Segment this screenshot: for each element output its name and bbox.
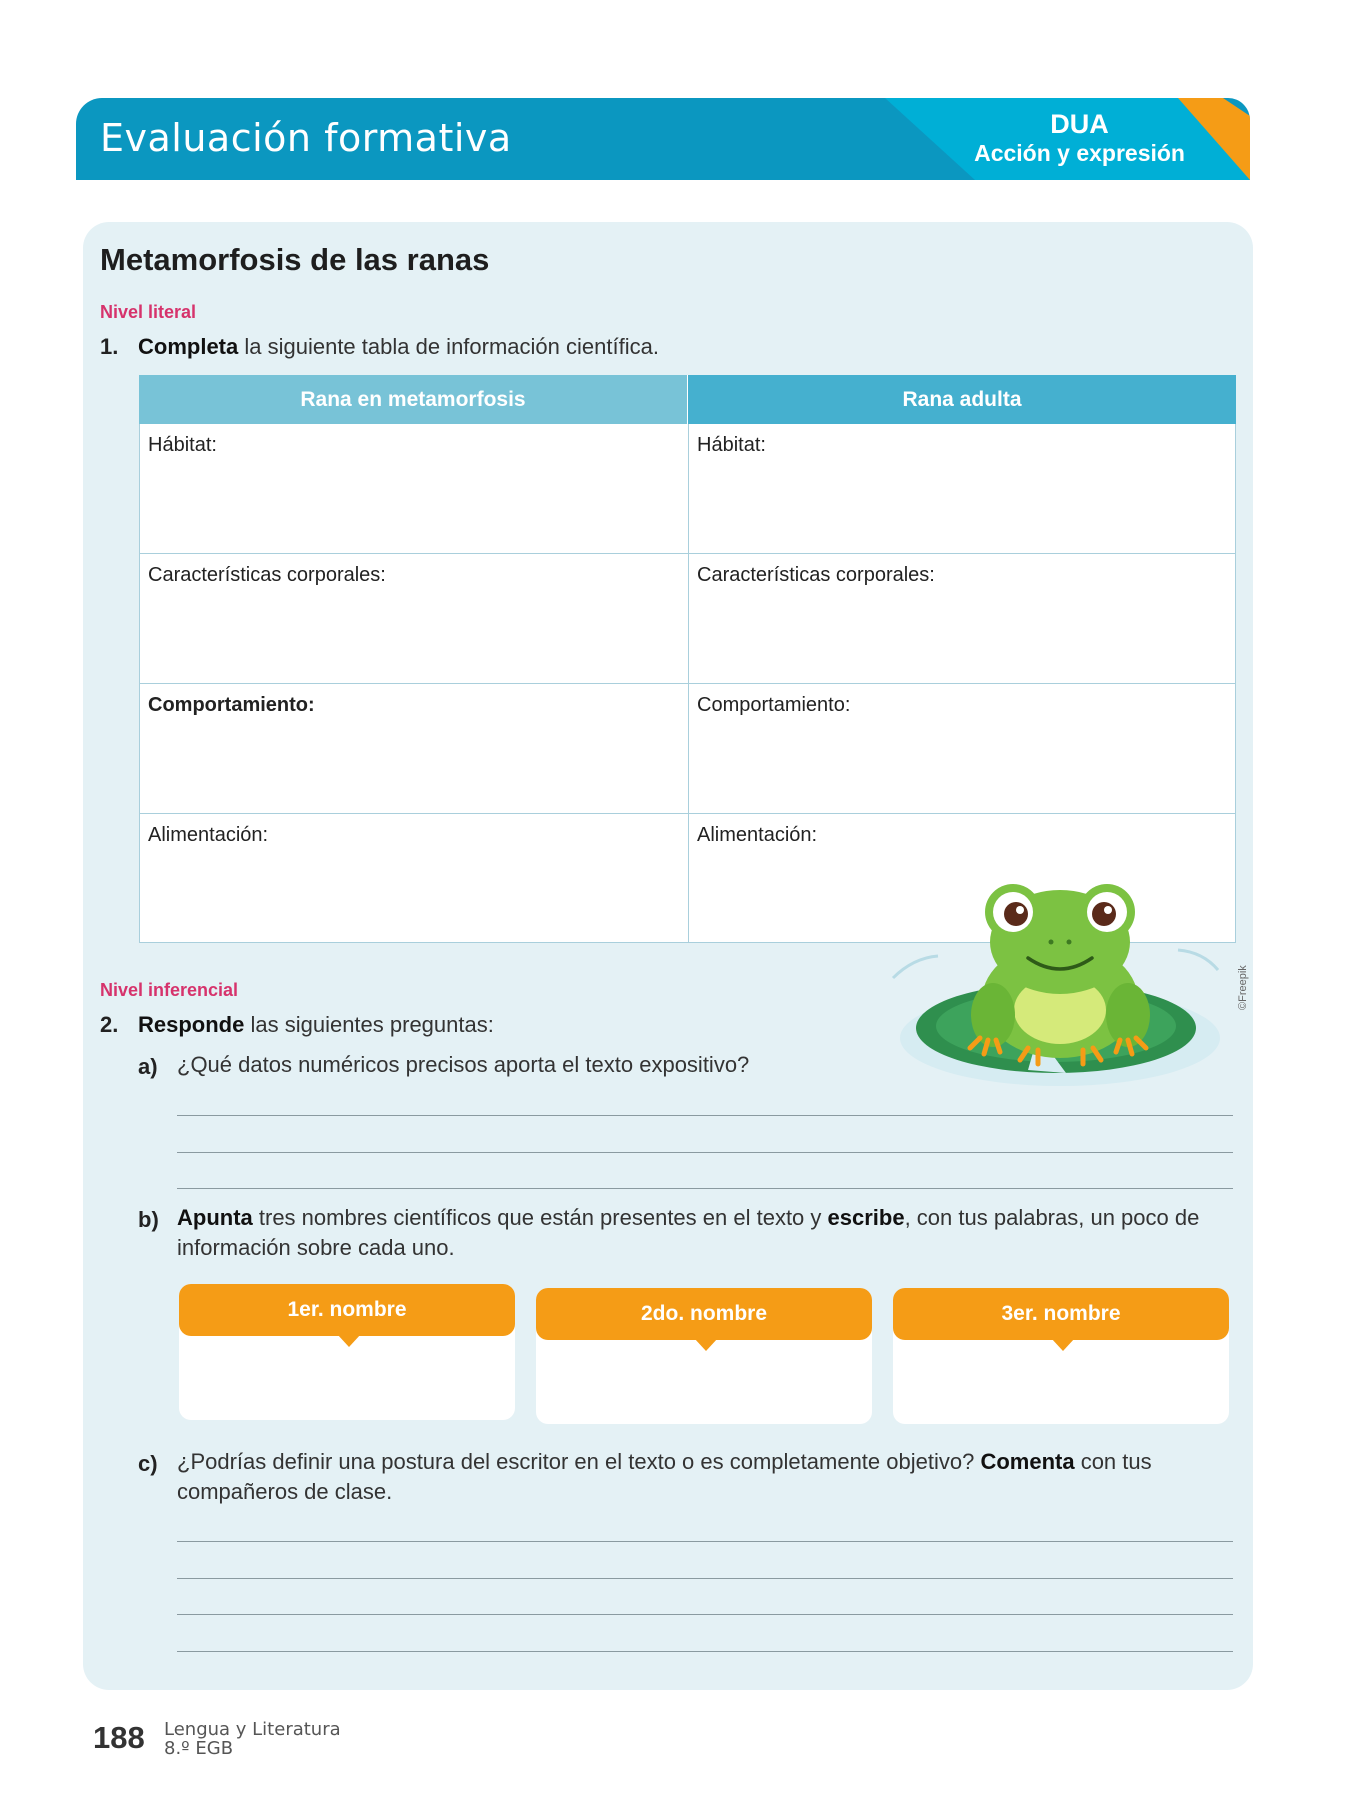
- level-inferential-label: Nivel inferencial: [100, 980, 239, 1000]
- cell-adult-body[interactable]: Características corporales:: [688, 554, 1236, 684]
- info-table: [139, 375, 1236, 943]
- subquestion-a-text: ¿Qué datos numéricos precisos aporta el texto expositivo?: [177, 1052, 750, 1077]
- grade-level: 8.º EGB: [164, 1738, 234, 1759]
- subquestion-a-letter: a): [138, 1054, 158, 1079]
- name-card-3-pointer: [1051, 1338, 1075, 1351]
- level-literal-label: Nivel literal: [100, 302, 197, 322]
- question-1-text: [138, 334, 659, 360]
- name-card-1-pointer: [337, 1334, 361, 1347]
- answer-line-c-4[interactable]: [177, 1651, 1233, 1652]
- cell-metamorphosis-food[interactable]: Alimentación:: [139, 814, 688, 943]
- subquestion-b-mid: tres nombres científicos que están presentes en el texto y: [252, 1205, 828, 1230]
- question-1-number: 1.: [100, 334, 119, 359]
- subquestion-b-verb-1: Apunta: [177, 1205, 253, 1230]
- section-title: Metamorfosis de las ranas: [100, 242, 490, 277]
- subquestion-c-verb: Comenta: [980, 1449, 1075, 1474]
- question-2-verb: Responde: [138, 1012, 245, 1037]
- subquestion-c-letter: c): [138, 1451, 158, 1476]
- answer-line-c-3[interactable]: [177, 1614, 1233, 1615]
- dua-title: DUA: [1050, 109, 1109, 139]
- cell-adult-food[interactable]: Alimentación:: [688, 814, 1236, 943]
- page-number: 188: [93, 1720, 145, 1755]
- dua-subtitle: Acción y expresión: [974, 140, 1185, 166]
- name-card-3[interactable]: [893, 1288, 1229, 1424]
- answer-line-a-3[interactable]: [177, 1188, 1233, 1189]
- subquestion-c-text: [177, 1447, 1237, 1507]
- cell-metamorphosis-habitat[interactable]: Hábitat:: [139, 424, 688, 554]
- question-1-rest: la siguiente tabla de información científica.: [238, 334, 659, 359]
- dua-badge: [974, 110, 1185, 168]
- answer-line-a-1[interactable]: [177, 1115, 1233, 1116]
- cell-adult-behavior[interactable]: Comportamiento:: [688, 684, 1236, 814]
- banner-title: Evaluación formativa: [100, 116, 512, 160]
- subject-name: Lengua y Literatura: [164, 1719, 341, 1740]
- table-header-metamorphosis: Rana en metamorfosis: [139, 375, 687, 424]
- name-card-1[interactable]: [179, 1284, 515, 1420]
- subquestion-b-letter: b): [138, 1207, 159, 1232]
- subquestion-c-rest: con tus compañeros de clase.: [177, 1449, 1152, 1504]
- footer-subject: [164, 1720, 341, 1758]
- answer-line-c-2[interactable]: [177, 1578, 1233, 1579]
- name-card-2-pointer: [694, 1338, 718, 1351]
- question-2-rest: las siguientes preguntas:: [244, 1012, 494, 1037]
- name-card-1-header: 1er. nombre: [179, 1284, 515, 1336]
- question-1-verb: Completa: [138, 334, 239, 359]
- subquestion-b-verb-2: escribe: [827, 1205, 905, 1230]
- table-header-adult: Rana adulta: [688, 375, 1236, 424]
- subquestion-b-text: [177, 1203, 1237, 1263]
- cell-adult-habitat[interactable]: Hábitat:: [688, 424, 1236, 554]
- name-card-2[interactable]: [536, 1288, 872, 1424]
- answer-line-a-2[interactable]: [177, 1152, 1233, 1153]
- subquestion-c-part-1: ¿Podrías definir una postura del escritor en el texto o es completamente objetivo?: [177, 1449, 981, 1474]
- cell-metamorphosis-behavior[interactable]: Comportamiento:: [139, 684, 688, 814]
- name-card-3-header: 3er. nombre: [893, 1288, 1229, 1340]
- cell-metamorphosis-body[interactable]: Características corporales:: [139, 554, 688, 684]
- question-2-number: 2.: [100, 1012, 119, 1037]
- answer-line-c-1[interactable]: [177, 1541, 1233, 1542]
- name-card-2-header: 2do. nombre: [536, 1288, 872, 1340]
- question-2-text: [138, 1012, 494, 1038]
- subquestion-b-rest: , con tus palabras, un poco de información sobre cada uno.: [177, 1205, 1200, 1260]
- image-credit: ©Freepik: [1237, 965, 1249, 1010]
- header-banner: [76, 98, 1250, 180]
